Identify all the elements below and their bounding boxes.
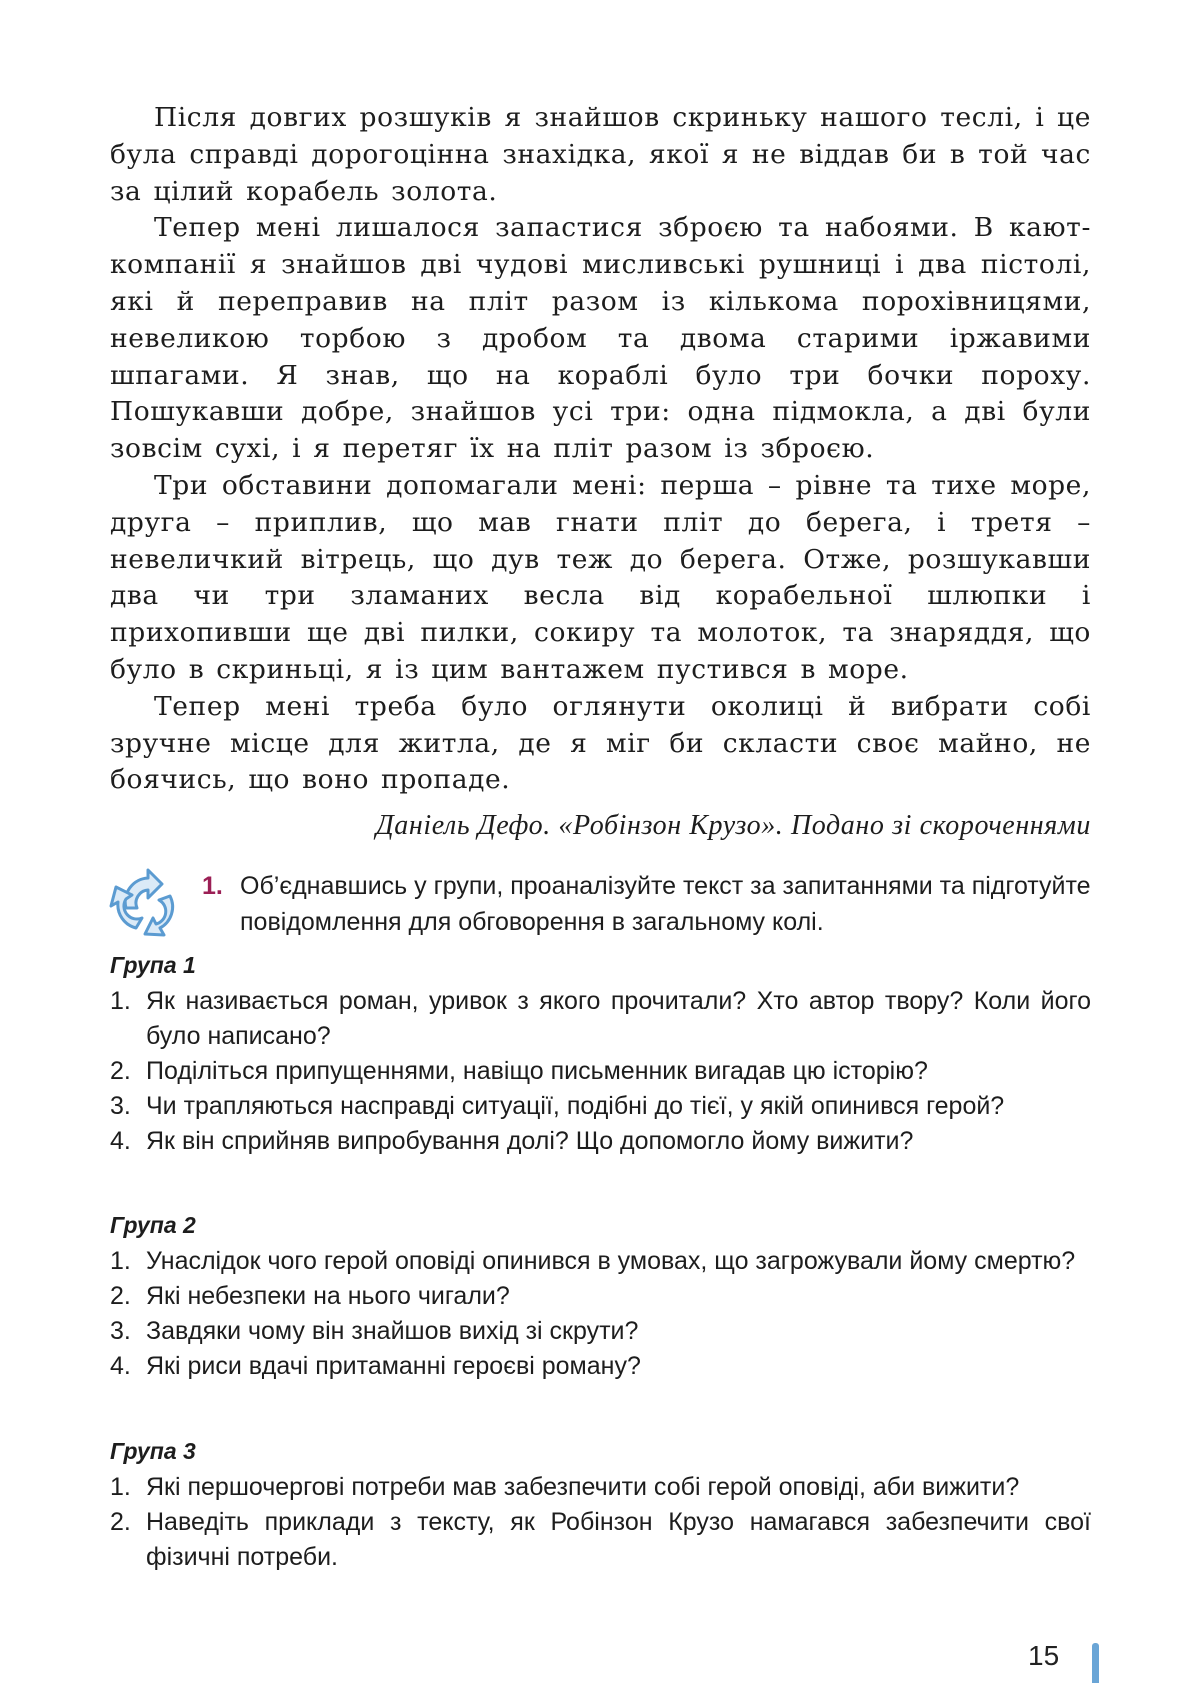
group-title: Група 1	[110, 952, 196, 978]
question-text: Як називається роман, уривок з якого прочитали? Хто автор твору? Коли його було написано?	[146, 987, 1091, 1050]
task-text: Об’єднавшись у групи, проаналізуйте текст за запитаннями та підготуйте повідомлення для обговорення в загальному колі.	[240, 872, 1091, 936]
paragraph: Три обставини допомагали мені: перша – рівне та тихе море, друга – приплив, що мав гнати пліт до берега, і третя – невеличкий вітрець, що дув теж до берега. Отже, розшукавши два чи три зламаних весла від корабельної шлюпки і прихопивши ще дві пилки, сокиру та молоток, та знаряддя, що було в скриньці, я із цим вантажем пустився в море.	[110, 469, 1091, 685]
question-text: Як він сприйняв випробування долі? Що допомогло йому вижити?	[146, 1127, 914, 1155]
question-text: Які риси вдачі притаманні героєві роману?	[146, 1352, 641, 1380]
question-number: 3.	[110, 1317, 131, 1345]
question-text: Які першочергові потреби мав забезпечити собі герой оповіді, аби вижити?	[146, 1473, 1020, 1501]
question-number: 4.	[110, 1127, 131, 1155]
question-text: Завдяки чому він знайшов вихід зі скрути?	[146, 1317, 639, 1345]
source-citation: Даніель Дефо. «Робінзон Крузо». Подано зі скороченнями	[375, 810, 1091, 841]
group-title: Група 3	[110, 1438, 196, 1464]
page-number: 15	[1028, 1640, 1060, 1671]
page-marker-bar	[1092, 1643, 1099, 1683]
question-text: Унаслідок чого герой оповіді опинився в умовах, що загрожували йому смертю?	[146, 1247, 1076, 1275]
question-number: 1.	[110, 1247, 131, 1275]
question-number: 1.	[110, 987, 131, 1015]
question-number: 1.	[110, 1473, 131, 1501]
list-item	[110, 1124, 1091, 1159]
question-number: 4.	[110, 1352, 131, 1380]
group-1-questions	[110, 984, 1091, 1159]
list-item	[110, 1279, 1091, 1314]
task-number: 1.	[202, 872, 223, 900]
question-text: Поділіться припущеннями, навіщо письменник вигадав цю історію?	[146, 1057, 928, 1085]
paragraph: Тепер мені треба було оглянути околиці й вибрати собі зручне місце для житла, де я міг би скласти своє майно, не боячись, що воно пропаде.	[110, 690, 1091, 796]
question-number: 2.	[110, 1508, 131, 1536]
list-item	[110, 1244, 1091, 1279]
list-item	[110, 984, 1091, 1054]
list-item	[110, 1314, 1091, 1349]
question-text: Чи трапляються насправді ситуації, подібні до тієї, у якій опинився герой?	[146, 1092, 1005, 1120]
group-title: Група 2	[110, 1212, 196, 1238]
question-number: 2.	[110, 1057, 131, 1085]
list-item	[110, 1349, 1091, 1384]
list-item	[110, 1089, 1091, 1124]
paragraph: Тепер мені лишалося запастися зброєю та набоями. В кают-компанії я знайшов дві чудові мисливські рушниці і два пістолі, які й переправив на пліт разом із кількома порохівницями, невеликою торбою з дробом та двома старими іржавими шпагами. Я знав, що на кораблі було три бочки пороху. Пошукавши добре, знайшов усі три: одна підмокла, а дві були зовсім сухі, і я перетяг їх на пліт разом із зброєю.	[110, 212, 1091, 465]
group-work-arrows-icon	[108, 862, 188, 942]
group-2-questions	[110, 1244, 1091, 1384]
question-number: 2.	[110, 1282, 131, 1310]
group-3-questions	[110, 1470, 1091, 1575]
question-text: Які небезпеки на нього чигали?	[146, 1282, 510, 1310]
list-item	[110, 1505, 1091, 1575]
paragraph: Після довгих розшуків я знайшов скриньку нашого теслі, і це була справді дорогоцінна знахідка, якої я не віддав би в той час за цілий корабель золота.	[110, 102, 1091, 207]
story-excerpt	[110, 100, 1091, 799]
list-item	[110, 1470, 1091, 1505]
list-item	[110, 1054, 1091, 1089]
question-text: Наведіть приклади з тексту, як Робінзон Крузо намагався забезпечити свої фізичні потреби.	[146, 1508, 1091, 1571]
question-number: 3.	[110, 1092, 131, 1120]
group-task	[202, 868, 1102, 940]
